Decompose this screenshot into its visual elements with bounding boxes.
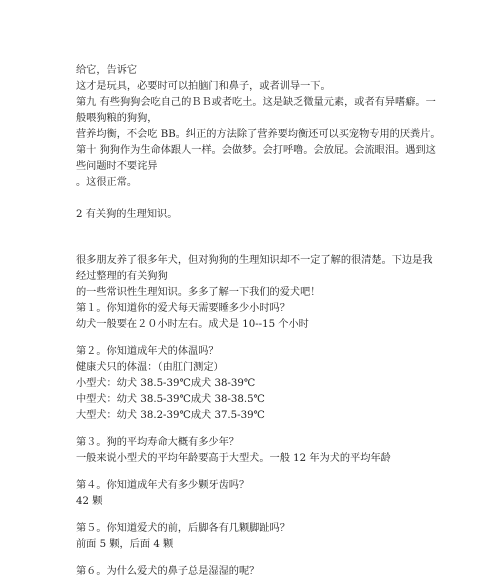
text-line: 第九 有些狗狗会吃自己的ＢＢ或者吃土。这是缺乏微量元素，或者有异嗜癖。一般喂狗粮的狗狗， [76,97,436,124]
paragraph-tenth [76,143,438,175]
section-intro [76,253,438,285]
question-5: 第５。你知道爱犬的前，后脚各有几颗脚趾吗？ [76,523,290,534]
text-line: 的一些常识性生理知识。多多了解一下我们的爱犬吧！ [76,287,321,298]
temp-medium-dog: 中型犬：幼犬 38.5-39℃成犬 38-38.5℃ [76,394,265,405]
answer-3: 一般来说小型犬的平均年龄要高于大型犬。一般 12 年为犬的平均年龄 [76,453,391,464]
text-line: 营养均衡，不会吃 BB。纠正的方法除了营养要均衡还可以买宠物专用的厌粪片。 [76,129,441,140]
document-page [76,63,441,580]
text-line: 。这很正常。 [76,177,138,188]
question-2: 第２。你知道成年犬的体温吗？ [76,346,219,357]
answer-4: 42 颗 [76,496,103,507]
paragraph-ninth [76,95,438,127]
section-title: 2 有关狗的生理知识。 [76,209,178,220]
question-4: 第４。你知道成年犬有多少颗牙齿吗？ [76,480,250,491]
question-6: 第６。为什么爱犬的鼻子总是湿湿的呢？ [76,566,260,577]
answer-1: 幼犬一般要在２０小时左右。成犬是 10--15 个小时 [76,319,309,330]
answer-5: 前面 5 颗，后面 4 颗 [76,539,174,550]
text-line: 这才是玩具，必要时可以拍脑门和鼻子，或者训导一下。 [76,81,331,92]
text-line: 第十 狗狗作为生命体跟人一样。会做梦。会打呼噜。会放屁。会流眼泪。遇到这些问题时不要诧异 [76,145,436,172]
answer-2-header: 健康犬只的体温：（由肛门测定） [76,362,224,373]
text-line: 给它，告诉它 [76,65,138,76]
question-3: 第３。狗的平均寿命大概有多少年？ [76,437,239,448]
text-line: 很多朋友养了很多年犬，但对狗狗的生理知识却不一定了解的很清楚。下边是我经过整理的有关狗狗 [76,255,433,282]
temp-large-dog: 大型犬：幼犬 38.2-39℃成犬 37.5-39℃ [76,410,265,421]
temp-small-dog: 小型犬：幼犬 38.5-39℃成犬 38-39℃ [76,378,256,389]
question-1: 第１。你知道你的爱犬每天需要睡多少小时吗？ [76,303,290,314]
